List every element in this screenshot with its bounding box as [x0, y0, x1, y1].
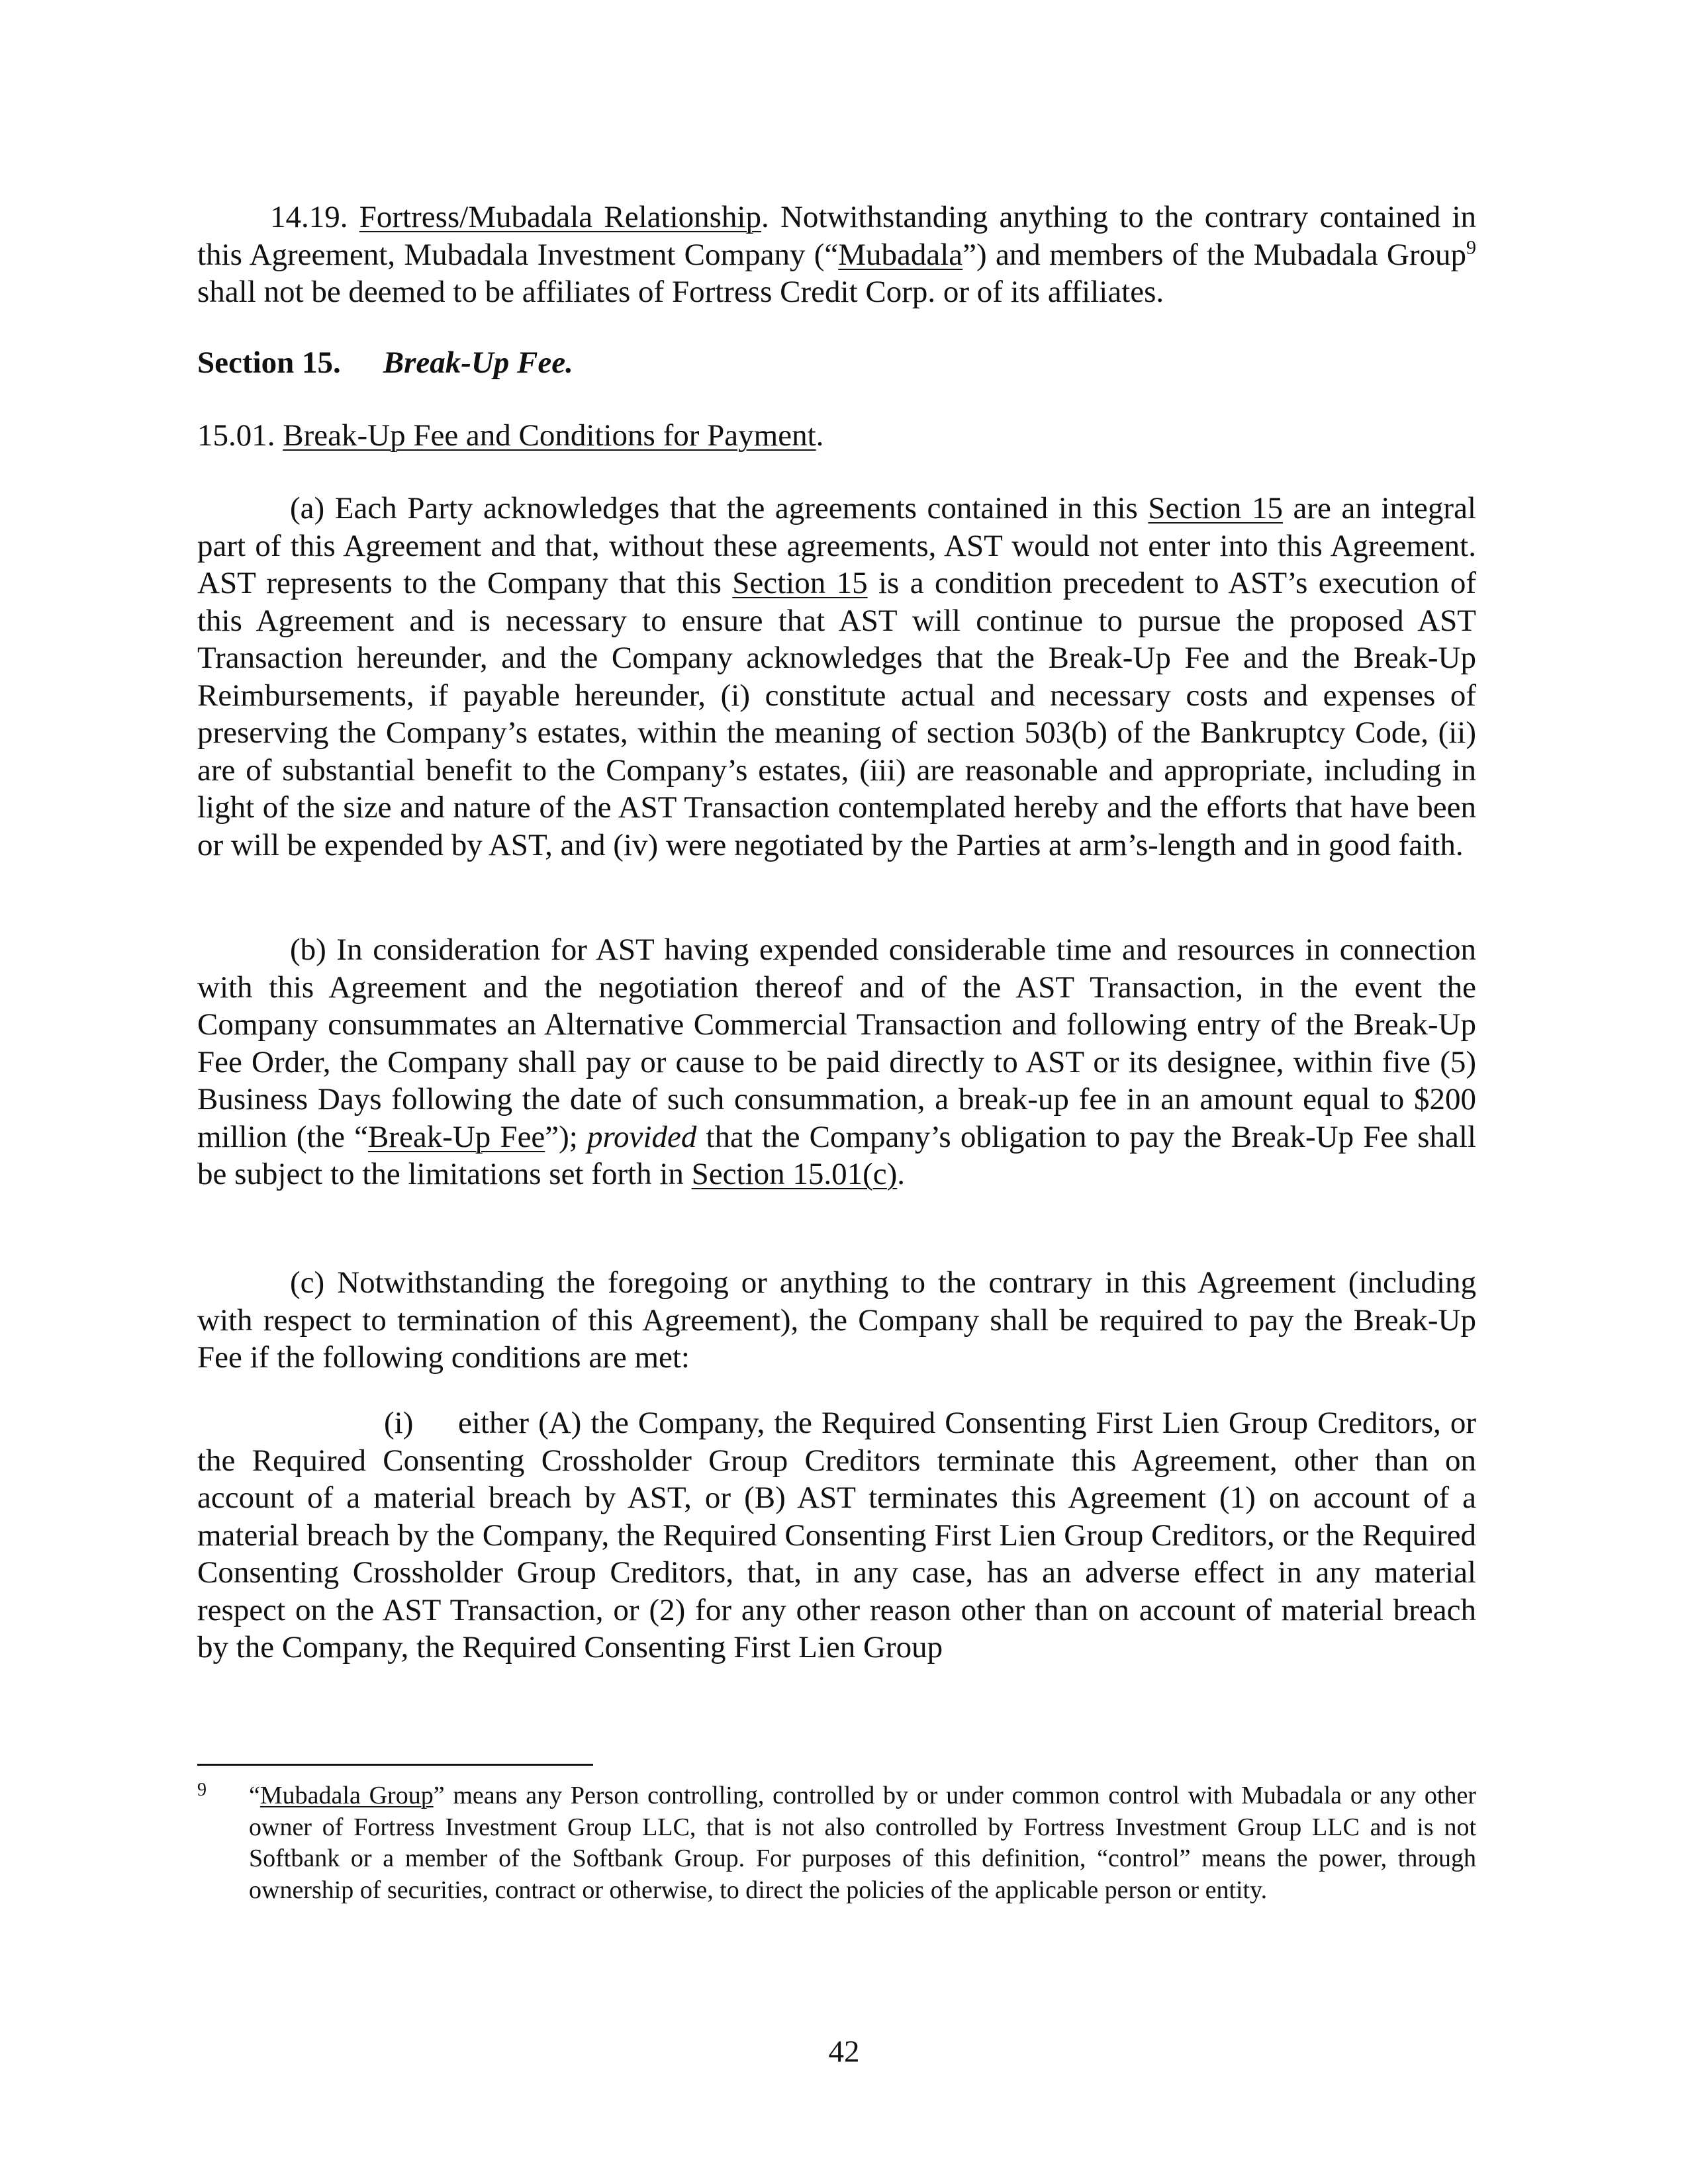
footnote-reference[interactable]: 9	[1466, 236, 1477, 258]
defined-term: Mubadala	[838, 237, 963, 272]
footnote-divider	[197, 1764, 593, 1766]
cross-reference: Section 15	[1148, 491, 1283, 525]
cross-reference: Section 15	[732, 566, 868, 600]
section-number: 14.19.	[270, 200, 348, 234]
paragraph-c: (c) Notwithstanding the foregoing or anything to the contrary in this Agreement (including with respect to termination of this Agreement), the Company shall be required to pay the Break-Up Fee if the following conditions are met:	[197, 1265, 1476, 1375]
paragraph-i: (i) either (A) the Company, the Required Consenting First Lien Group Creditors, or the Required Consenting Crossholder Group Creditors terminate this Agreement, other than on account of a material breach by AST, or (B) AST terminates this Agreement (1) on account of a material breach by the Company, the Required Consenting First Lien Group Creditors, or the Required Consenting Crossholder Group Creditors, that, in any case, has an adverse effect in any material respect on the AST Transaction, or (2) for any other reason other than on account of material breach by the Company, the Required Consenting First Lien Group	[197, 1406, 1476, 1664]
footnote-number: 9	[197, 1780, 207, 1800]
footnote-text: “Mubadala Group” means any Person controlling, controlled by or under common control with Mubadala or any other owner of Fortress Investment Group LLC, that is not also controlled by Fortress Investment Group LLC and is not Softbank or a member of the Softbank Group. For purposes of this definition, “control” means the power, through ownership of securities, contract or otherwise, to direct the policies of the applicable person or entity.	[249, 1782, 1476, 1904]
paragraph-a: (a) Each Party acknowledges that the agreements contained in this Section 15 are an integral part of this Agreement and that, without these agreements, AST would not enter into this Agreement. AST represents to the Company that this Section 15 is a condition precedent to AST’s execution of this Agreement and is necessary to ensure that AST will continue to pursue the proposed AST Transaction hereunder, and the Company acknowledges that the Break-Up Fee and the Break-Up Reimbursements, if payable hereunder, (i) constitute actual and necessary costs and expenses of preserving the Company’s estates, within the meaning of section 503(b) of the Bankruptcy Code, (ii) are of substantial benefit to the Company’s estates, (iii) are reasonable and appropriate, including in light of the size and nature of the AST Transaction contemplated hereby and the efforts that have been or will be expended by AST, and (iv) were negotiated by the Parties at arm’s-length and in good faith.	[197, 491, 1476, 862]
defined-term: Mubadala Group	[259, 1782, 434, 1809]
section-heading: Break-Up Fee and Conditions for Payment	[283, 418, 816, 453]
section-label: Section 15.	[197, 345, 341, 380]
cross-reference: Section 15.01(c)	[691, 1157, 898, 1191]
paragraph-b: (b) In consideration for AST having expended considerable time and resources in connection with this Agreement and the negotiation thereof and of the AST Transaction, in the event the Company consummates an Alternative Commercial Transaction and following entry of the Break-Up Fee Order, the Company shall pay or cause to be paid directly to AST or its designee, within five (5) Business Days following the date of such consummation, a break-up fee in an amount equal to $200 million (the “Break-Up Fee”); provided that the Company’s obligation to pay the Break-Up Fee shall be subject to the limitations set forth in Section 15.01(c).	[197, 933, 1476, 1191]
section-title: Break-Up Fee.	[383, 345, 573, 380]
section-15-heading	[197, 344, 1476, 382]
section-heading: Fortress/Mubadala Relationship	[359, 200, 761, 234]
defined-term: Break-Up Fee	[367, 1119, 545, 1154]
provided-italic: provided	[587, 1119, 697, 1154]
page-number: 42	[828, 2034, 860, 2069]
section-15-01-heading: 15.01. Break-Up Fee and Conditions for Payment.	[197, 418, 824, 453]
section-number: 15.01.	[197, 418, 275, 453]
clause-marker: (i)	[384, 1406, 414, 1440]
section-14-19-paragraph: 14.19. Fortress/Mubadala Relationship. Notwithstanding anything to the contrary contained in this Agreement, Mubadala Investment Company (“Mubadala”) and members of the Mubadala Group$^9$ shall not be deemed to be affiliates of Fortress Credit Corp. or of its affiliates.	[197, 200, 1477, 309]
